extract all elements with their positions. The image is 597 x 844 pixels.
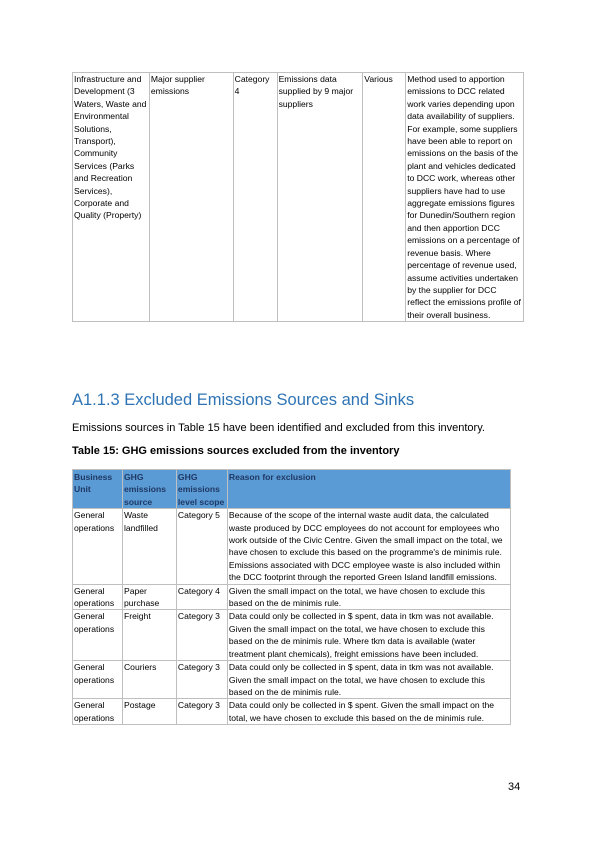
table-row [73, 610, 511, 661]
column-header-emissions-source: GHG emissions source [122, 470, 176, 509]
table-row [73, 509, 511, 584]
table-row [73, 699, 511, 725]
column-header-scope: GHG emissions level scope [176, 470, 227, 509]
table-header-row [73, 470, 511, 509]
emissions-source-cell: Postage [122, 699, 176, 725]
reason-cell: Given the small impact on the total, we have chosen to exclude this based on the de minimis rule. [227, 584, 510, 610]
intro-paragraph: Emissions sources in Table 15 have been identified and excluded from this inventory. [72, 422, 485, 434]
page-number: 34 [508, 781, 521, 793]
column-header-reason: Reason for exclusion [227, 470, 510, 509]
gases-cell: Various [363, 73, 406, 322]
excluded-emissions-table [72, 469, 511, 725]
column-header-business-unit: Business Unit [73, 470, 123, 509]
scope-cell: Category 3 [176, 661, 227, 699]
scope-cell: Category 3 [176, 610, 227, 661]
business-unit-cell: General operations [73, 584, 123, 610]
scope-cell: Category 5 [176, 509, 227, 584]
business-unit-cell: General operations [73, 661, 123, 699]
business-unit-cell: Infrastructure and Development (3 Waters, Waste and Environmental Solutions, Transport), Community Services (Parks and Recreation Services), Corporate and Quality (Property) [73, 73, 150, 322]
scope-cell: Category 3 [176, 699, 227, 725]
emissions-source-cell: Major supplier emissions [149, 73, 233, 322]
emissions-sources-table-continued [72, 72, 524, 322]
section-heading: A1.1.3 Excluded Emissions Sources and Sinks [72, 391, 415, 409]
reason-cell: Data could only be collected in $ spent, data in tkm was not available. Given the small impact on the total, we have chosen to exclude this based on the de minimis rule. [227, 661, 510, 699]
business-unit-cell: General operations [73, 610, 123, 661]
data-source-cell: Emissions data supplied by 9 major suppliers [277, 73, 363, 322]
scope-cell: Category 4 [176, 584, 227, 610]
category-cell: Category 4 [233, 73, 277, 322]
reason-cell: Data could only be collected in $ spent, data in tkm was not available. Given the small impact on the total, we have chosen to exclude this based on the de minimis rule. Where tkm data is available (water treatment plant chemicals), freight emissions have been included. [227, 610, 510, 661]
table-row [73, 73, 524, 322]
emissions-source-cell: Couriers [122, 661, 176, 699]
reason-cell: Data could only be collected in $ spent. Given the small impact on the total, we have chosen to exclude this based on the de minimis rule. [227, 699, 510, 725]
method-cell: Method used to apportion emissions to DCC related work varies depending upon data availability of suppliers. For example, some suppliers have been able to report on emissions on the basis of the plant and vehicles dedicated to DCC work, whereas other suppliers have had to use aggregate emissions figures for Dunedin/Southern region and then apportion DCC emissions on a percentage of revenue basis. Where percentage of revenue used, assume activities undertaken by the supplier for DCC reflect the emissions profile of their overall business. [406, 73, 524, 322]
emissions-source-cell: Waste landfilled [122, 509, 176, 584]
business-unit-cell: General operations [73, 699, 123, 725]
table-row [73, 584, 511, 610]
table-caption: Table 15: GHG emissions sources excluded from the inventory [72, 445, 400, 457]
reason-cell: Because of the scope of the internal waste audit data, the calculated waste produced by DCC employees do not account for employees who work outside of the Civic Centre. Given the small impact on the total, we have chosen to exclude this based on the programme's de minimis rule. Emissions associated with DCC employee waste is also included within the DCC footprint through the reported Green Island landfill emissions. [227, 509, 510, 584]
table-row [73, 661, 511, 699]
business-unit-cell: General operations [73, 509, 123, 584]
emissions-source-cell: Freight [122, 610, 176, 661]
emissions-source-cell: Paper purchase [122, 584, 176, 610]
